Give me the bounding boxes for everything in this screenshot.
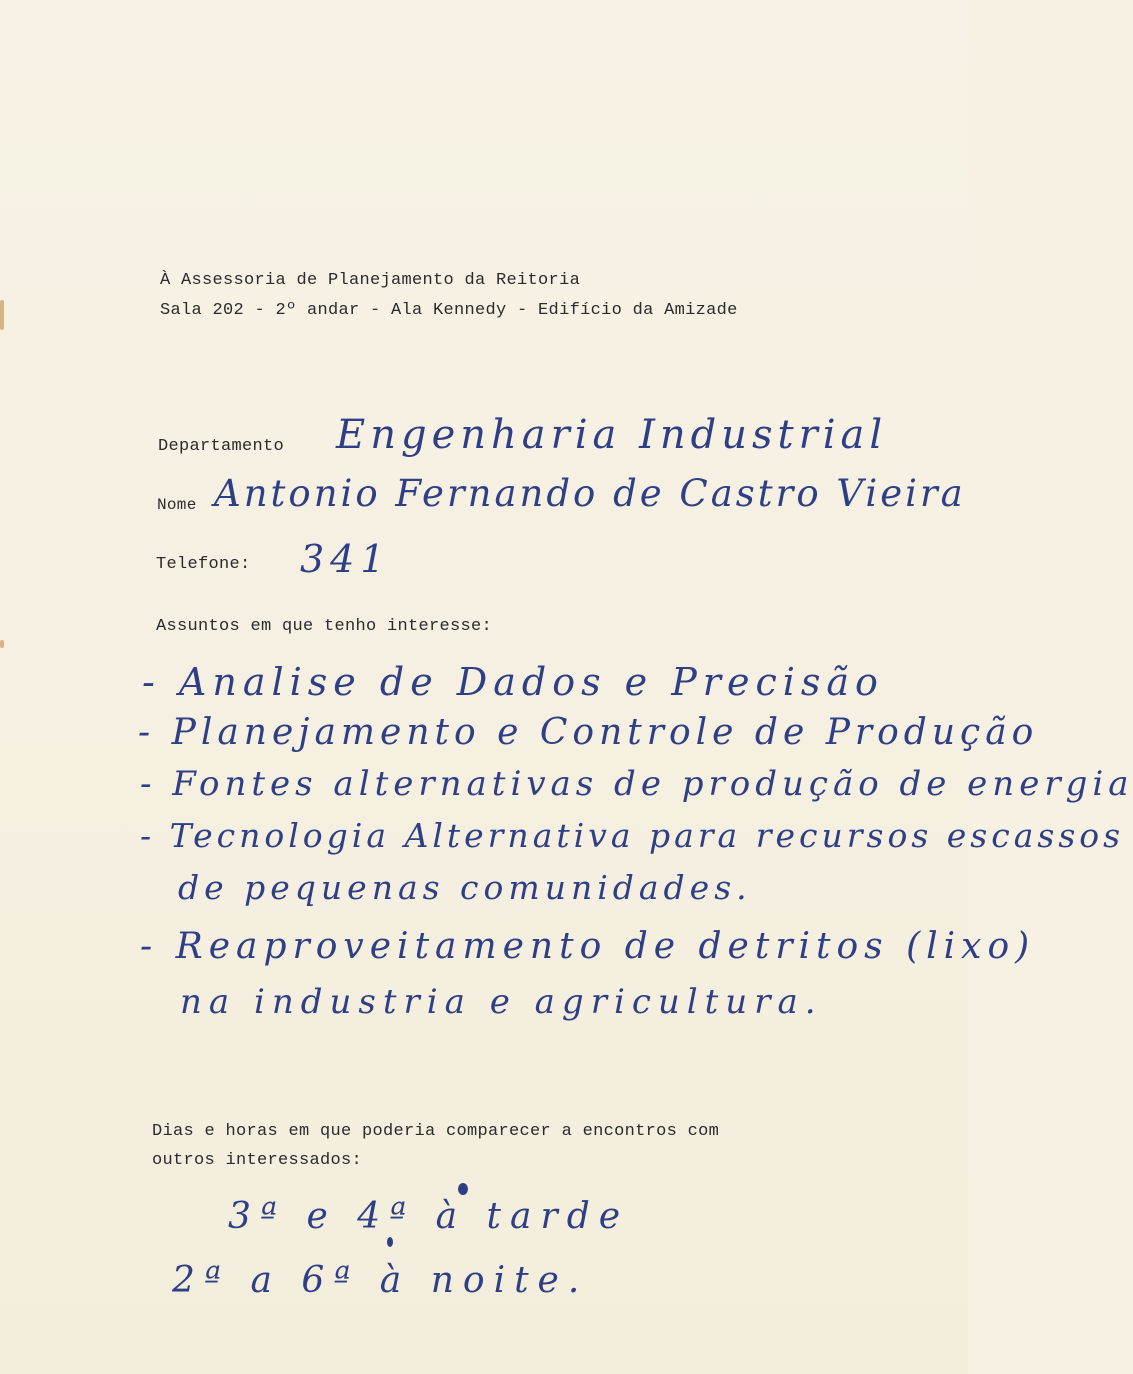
- interest-item-4: - Tecnologia Alternativa para recursos escassos: [140, 816, 1125, 855]
- paper-edge-stain: [0, 640, 4, 648]
- schedule-line-2: 2ª a 6ª à noite.: [172, 1260, 589, 1301]
- interest-item-1: - Analise de Dados e Precisão: [142, 660, 884, 704]
- ink-dot: [458, 1183, 468, 1195]
- interest-item-2: - Planejamento e Controle de Produção: [138, 712, 1039, 753]
- interests-label: Assuntos em que tenho interesse:: [156, 617, 493, 636]
- ink-dot: [387, 1237, 393, 1247]
- phone-label: Telefone:: [156, 555, 251, 574]
- interest-item-4-continued: de pequenas comunidades.: [178, 868, 752, 907]
- department-value: Engenharia Industrial: [336, 412, 888, 458]
- interest-item-5: - Reaproveitamento de detritos (lixo): [140, 926, 1036, 967]
- address-line-1: À Assessoria de Planejamento da Reitoria: [160, 271, 581, 290]
- name-value: Antonio Fernando de Castro Vieira: [214, 472, 966, 515]
- interest-item-5-continued: na industria e agricultura.: [180, 982, 823, 1022]
- name-label: Nome: [157, 496, 197, 514]
- schedule-label-line-1: Dias e horas em que poderia comparecer a encontros com: [152, 1122, 720, 1141]
- paper-edge-stain: [0, 300, 4, 330]
- department-label: Departamento: [158, 437, 285, 456]
- schedule-line-1: 3ª e 4ª à tarde: [228, 1196, 630, 1237]
- schedule-label-line-2: outros interessados:: [152, 1151, 363, 1170]
- interest-item-3: - Fontes alternativas de produção de energia: [140, 764, 1133, 804]
- address-line-2: Sala 202 - 2º andar - Ala Kennedy - Edifício da Amizade: [160, 301, 738, 320]
- phone-value: 341: [300, 537, 391, 581]
